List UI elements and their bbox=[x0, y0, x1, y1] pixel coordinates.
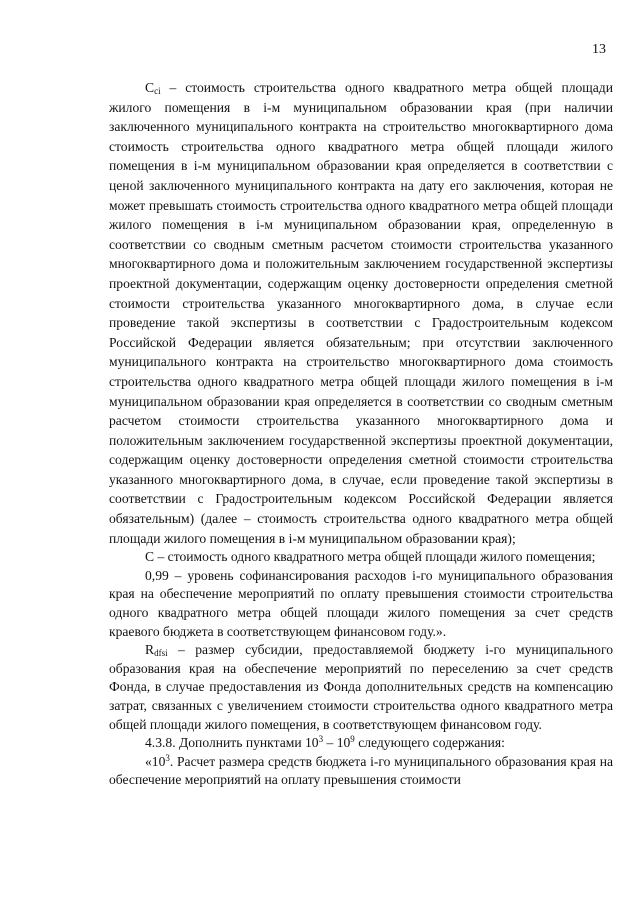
page-number: 13 bbox=[592, 42, 606, 57]
subscript-dfsi: dfsi bbox=[154, 648, 168, 659]
symbol-r: R bbox=[145, 642, 155, 658]
text-part: 4.3.8. Дополнить пунктами 10 bbox=[145, 735, 319, 751]
superscript: 3 bbox=[165, 752, 170, 763]
paragraph-amendment-4-3-8 bbox=[109, 734, 613, 753]
paragraph-cofinancing-level: 0,99 – уровень софинансирования расходов i-го муниципального образования края на обеспечение мероприятий по оплату превышения стоимости строительства одного квадратного метра общей площади жилого помещения за счет средств краевого бюджета в соответствующем финансовом году.». bbox=[109, 567, 613, 639]
document-body bbox=[109, 78, 613, 790]
paragraph-text: – стоимость строительства одного квадратного метра общей площади жилого помещения в i-м муниципальном образовании края (при наличии заключенного муниципального контракта на строительство многоквартирного дома стоимость строительства одного квадратного метра общей площади жилого помещения в i-м муниципальном образовании края определяется в соответствии с ценой заключенного муниципального контракта на дату его заключения, которая не может превышать стоимость строительства одного квадратного метра общей площади жилого помещения в i-м муниципальном образовании края, определенную в соответствии со сводным сметным расчетом стоимости строительства указанного многоквартирного дома и положительным заключением государственной экспертизы проектной документации, содержащим оценку достоверности определения сметной стоимости строительства указанного многоквартирного дома, в случае если проведение такой экспертизы в соответствии с Градостроительным кодексом Российской Федерации является обязательным; при отсутствии заключенного муниципального контракта на строительство многоквартирного дома стоимость строительства одного квадратного метра общей площади жилого помещения в i-м муниципальном образовании края определяется в соответствии со сводным сметным расчетом стоимости строительства указанного многоквартирного дома и положительным заключением государственной экспертизы проектной документации, содержащим оценку достоверности определения сметной стоимости строительства указанного многоквартирного дома, в случае, если проведение такой экспертизы в соответствии с Градостроительным кодексом Российской Федерации является обязательным) (далее – стоимость строительства одного квадратного метра общей площади жилого помещения в i-м муниципальном образовании края); bbox=[109, 80, 613, 546]
paragraph-rdfsi-definition bbox=[109, 641, 613, 734]
paragraph-c-definition: С – стоимость одного квадратного метра общей площади жилого помещения; bbox=[145, 549, 596, 565]
superscript: 3 bbox=[318, 734, 324, 745]
subscript-ci: ci bbox=[154, 86, 161, 96]
text-part: – 10 bbox=[323, 735, 351, 751]
symbol-c: C bbox=[145, 80, 155, 95]
paragraph-item-10-3 bbox=[109, 753, 613, 790]
paragraph-cci-definition bbox=[109, 78, 613, 548]
text-part: «10 bbox=[145, 753, 166, 769]
superscript: 9 bbox=[350, 734, 355, 745]
paragraph-text: – размер субсидии, предоставляемой бюджету i-го муниципального образования края на обеспечение мероприятий по переселению за счет средств Фонда, в случае предоставления из Фонда дополнительных средств на компенсацию затрат, связанных с увеличением стоимости строительства одного квадратного метра общей площади жилого помещения, в соответствующем финансовом году. bbox=[109, 642, 613, 732]
text-part: следующего содержания: bbox=[354, 735, 505, 751]
paragraph-text: . Расчет размера средств бюджета i-го муниципального образования края на обеспечение мероприятий на оплату превышения стоимости bbox=[109, 753, 613, 788]
